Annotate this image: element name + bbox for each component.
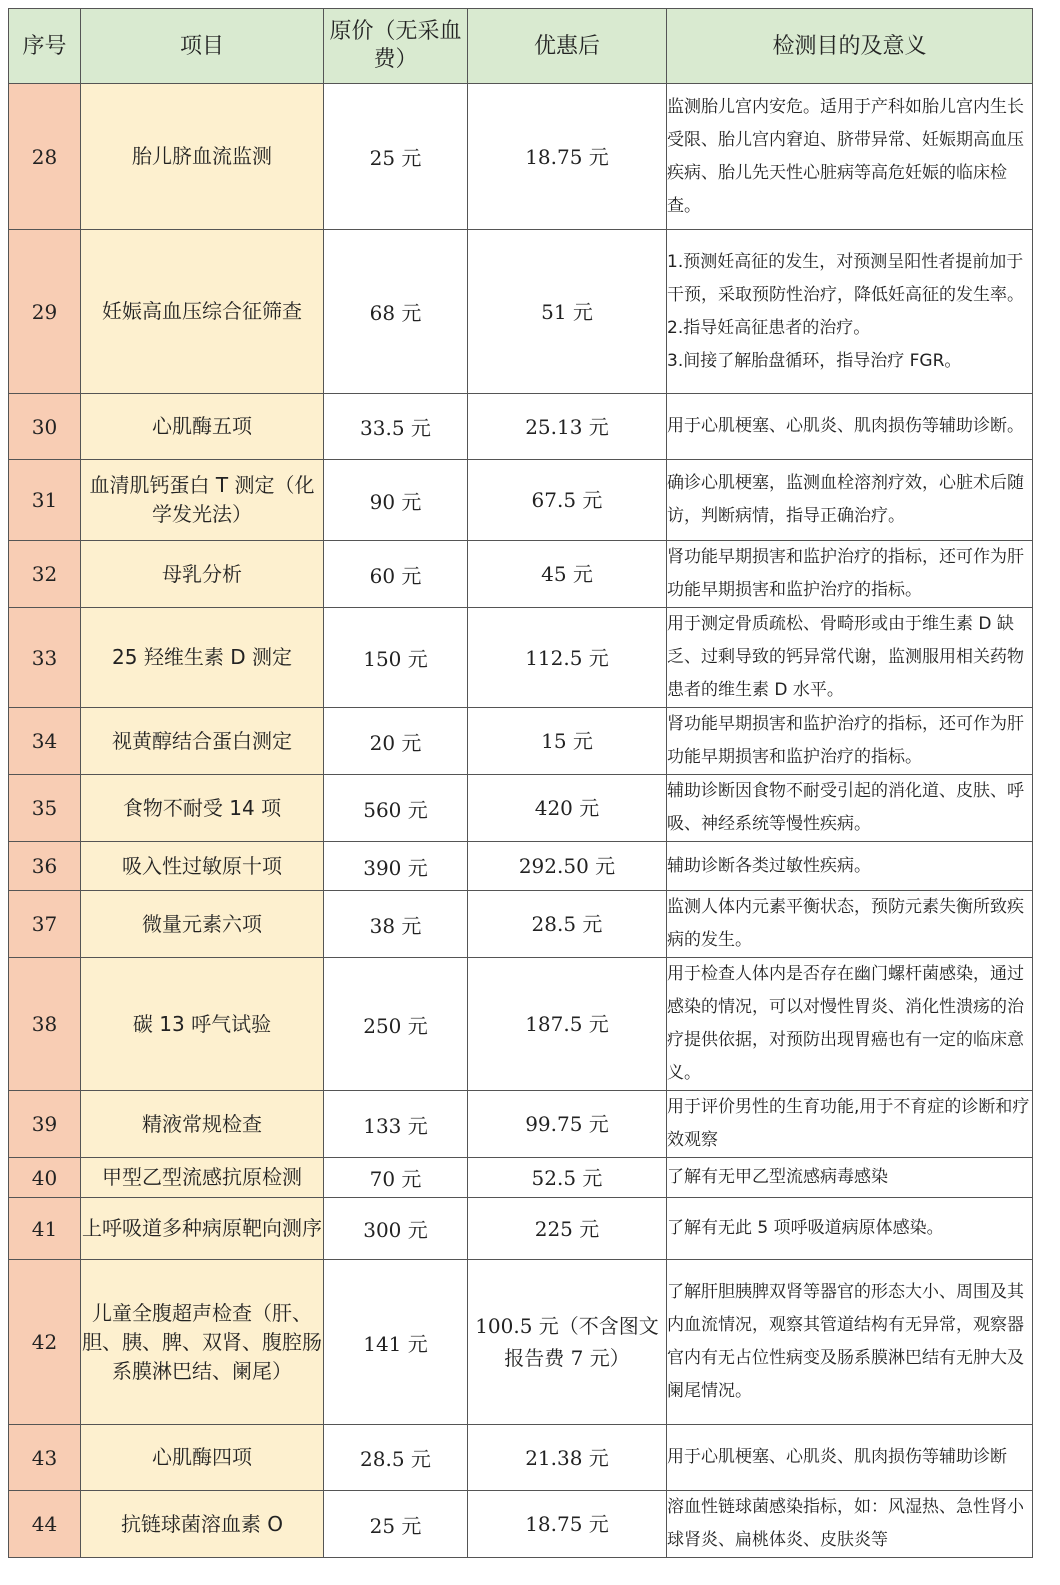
row-purpose: 溶血性链球菌感染指标，如：风湿热、急性肾小球肾炎、扁桃体炎、皮肤炎等 (667, 1491, 1033, 1558)
row-discounted-price: 112.5 元 (468, 608, 667, 708)
row-purpose: 用于心肌梗塞、心肌炎、肌肉损伤等辅助诊断。 (667, 394, 1033, 460)
row-original-price: 390 元 (324, 842, 468, 891)
row-purpose: 监测人体内元素平衡状态，预防元素失衡所致疾病的发生。 (667, 891, 1033, 958)
row-original-price: 25 元 (324, 84, 468, 230)
row-number: 32 (9, 541, 81, 608)
row-number: 31 (9, 460, 81, 541)
row-number: 29 (9, 230, 81, 394)
row-original-price: 141 元 (324, 1260, 468, 1425)
table-row (9, 1091, 1033, 1158)
table-row (9, 1260, 1033, 1425)
header-discounted: 优惠后 (468, 9, 667, 84)
table-row (9, 1198, 1033, 1260)
table-row (9, 775, 1033, 842)
row-discounted-price: 51 元 (468, 230, 667, 394)
row-discounted-price: 225 元 (468, 1198, 667, 1260)
row-number: 44 (9, 1491, 81, 1558)
row-purpose: 用于测定骨质疏松、骨畸形或由于维生素 D 缺乏、过剩导致的钙异常代谢，监测服用相关药物患者的维生素 D 水平。 (667, 608, 1033, 708)
header-purpose: 检测目的及意义 (667, 9, 1033, 84)
row-original-price: 20 元 (324, 708, 468, 775)
row-item: 微量元素六项 (81, 891, 324, 958)
row-purpose: 辅助诊断因食物不耐受引起的消化道、皮肤、呼吸、神经系统等慢性疾病。 (667, 775, 1033, 842)
row-discounted-price: 292.50 元 (468, 842, 667, 891)
row-purpose: 用于心肌梗塞、心肌炎、肌肉损伤等辅助诊断 (667, 1425, 1033, 1491)
table-row (9, 84, 1033, 230)
row-number: 38 (9, 958, 81, 1091)
row-item: 碳 13 呼气试验 (81, 958, 324, 1091)
row-number: 43 (9, 1425, 81, 1491)
header-row (9, 9, 1033, 84)
row-discounted-price: 420 元 (468, 775, 667, 842)
row-discounted-price: 100.5 元（不含图文报告费 7 元） (468, 1260, 667, 1425)
table-row (9, 460, 1033, 541)
row-discounted-price: 21.38 元 (468, 1425, 667, 1491)
row-original-price: 33.5 元 (324, 394, 468, 460)
row-number: 42 (9, 1260, 81, 1425)
row-number: 37 (9, 891, 81, 958)
row-discounted-price: 18.75 元 (468, 84, 667, 230)
row-item: 甲型乙型流感抗原检测 (81, 1158, 324, 1198)
row-purpose: 了解有无此 5 项呼吸道病原体感染。 (667, 1198, 1033, 1260)
row-number: 39 (9, 1091, 81, 1158)
row-number: 34 (9, 708, 81, 775)
row-number: 40 (9, 1158, 81, 1198)
row-purpose: 用于检查人体内是否存在幽门螺杆菌感染，通过感染的情况，可以对慢性胃炎、消化性溃疡的治疗提供依据，对预防出现胃癌也有一定的临床意义。 (667, 958, 1033, 1091)
row-item: 心肌酶四项 (81, 1425, 324, 1491)
table-row (9, 891, 1033, 958)
row-item: 胎儿脐血流监测 (81, 84, 324, 230)
row-number: 41 (9, 1198, 81, 1260)
header-original-price: 原价（无采血费） (324, 9, 468, 84)
row-purpose: 肾功能早期损害和监护治疗的指标，还可作为肝功能早期损害和监护治疗的指标。 (667, 541, 1033, 608)
table-row (9, 1425, 1033, 1491)
row-item: 食物不耐受 14 项 (81, 775, 324, 842)
table-row (9, 842, 1033, 891)
row-number: 30 (9, 394, 81, 460)
row-purpose: 用于评价男性的生育功能,用于不育症的诊断和疗效观察 (667, 1091, 1033, 1158)
row-purpose: 了解肝胆胰脾双肾等器官的形态大小、周围及其内血流情况，观察其管道结构有无异常，观察器官内有无占位性病变及肠系膜淋巴结有无肿大及阑尾情况。 (667, 1260, 1033, 1425)
table-row (9, 394, 1033, 460)
row-number: 33 (9, 608, 81, 708)
row-original-price: 150 元 (324, 608, 468, 708)
row-item: 25 羟维生素 D 测定 (81, 608, 324, 708)
table-row (9, 708, 1033, 775)
row-original-price: 300 元 (324, 1198, 468, 1260)
row-discounted-price: 99.75 元 (468, 1091, 667, 1158)
row-item: 儿童全腹超声检查（肝、胆、胰、脾、双肾、腹腔肠系膜淋巴结、阑尾） (81, 1260, 324, 1425)
row-original-price: 28.5 元 (324, 1425, 468, 1491)
row-discounted-price: 28.5 元 (468, 891, 667, 958)
row-discounted-price: 18.75 元 (468, 1491, 667, 1558)
row-original-price: 25 元 (324, 1491, 468, 1558)
header-no: 序号 (9, 9, 81, 84)
row-original-price: 133 元 (324, 1091, 468, 1158)
table-row (9, 1158, 1033, 1198)
row-item: 吸入性过敏原十项 (81, 842, 324, 891)
row-item: 抗链球菌溶血素 O (81, 1491, 324, 1558)
row-item: 血清肌钙蛋白 T 测定（化学发光法） (81, 460, 324, 541)
table-row (9, 230, 1033, 394)
row-discounted-price: 52.5 元 (468, 1158, 667, 1198)
row-purpose: 辅助诊断各类过敏性疾病。 (667, 842, 1033, 891)
row-original-price: 68 元 (324, 230, 468, 394)
table-row (9, 958, 1033, 1091)
row-original-price: 70 元 (324, 1158, 468, 1198)
row-number: 28 (9, 84, 81, 230)
table-row (9, 1491, 1033, 1558)
row-original-price: 60 元 (324, 541, 468, 608)
row-discounted-price: 45 元 (468, 541, 667, 608)
row-original-price: 90 元 (324, 460, 468, 541)
table-row (9, 541, 1033, 608)
row-purpose: 监测胎儿宫内安危。适用于产科如胎儿宫内生长受限、胎儿宫内窘迫、脐带异常、妊娠期高血压疾病、胎儿先天性心脏病等高危妊娠的临床检查。 (667, 84, 1033, 230)
row-original-price: 560 元 (324, 775, 468, 842)
row-purpose: 了解有无甲乙型流感病毒感染 (667, 1158, 1033, 1198)
row-original-price: 250 元 (324, 958, 468, 1091)
header-item: 项目 (81, 9, 324, 84)
table-row (9, 608, 1033, 708)
row-item: 视黄醇结合蛋白测定 (81, 708, 324, 775)
row-purpose: 1.预测妊高征的发生，对预测呈阳性者提前加于干预，采取预防性治疗，降低妊高征的发生率。 2.指导妊高征患者的治疗。 3.间接了解胎盘循环，指导治疗 FGR。 (667, 230, 1033, 394)
row-item: 心肌酶五项 (81, 394, 324, 460)
price-table (8, 8, 1033, 1558)
row-item: 母乳分析 (81, 541, 324, 608)
row-number: 35 (9, 775, 81, 842)
row-purpose: 确诊心肌梗塞，监测血栓溶剂疗效，心脏术后随访，判断病情，指导正确治疗。 (667, 460, 1033, 541)
row-discounted-price: 25.13 元 (468, 394, 667, 460)
row-original-price: 38 元 (324, 891, 468, 958)
row-item: 妊娠高血压综合征筛查 (81, 230, 324, 394)
row-discounted-price: 67.5 元 (468, 460, 667, 541)
row-item: 精液常规检查 (81, 1091, 324, 1158)
row-item: 上呼吸道多种病原靶向测序 (81, 1198, 324, 1260)
row-discounted-price: 187.5 元 (468, 958, 667, 1091)
row-purpose: 肾功能早期损害和监护治疗的指标，还可作为肝功能早期损害和监护治疗的指标。 (667, 708, 1033, 775)
row-number: 36 (9, 842, 81, 891)
row-discounted-price: 15 元 (468, 708, 667, 775)
